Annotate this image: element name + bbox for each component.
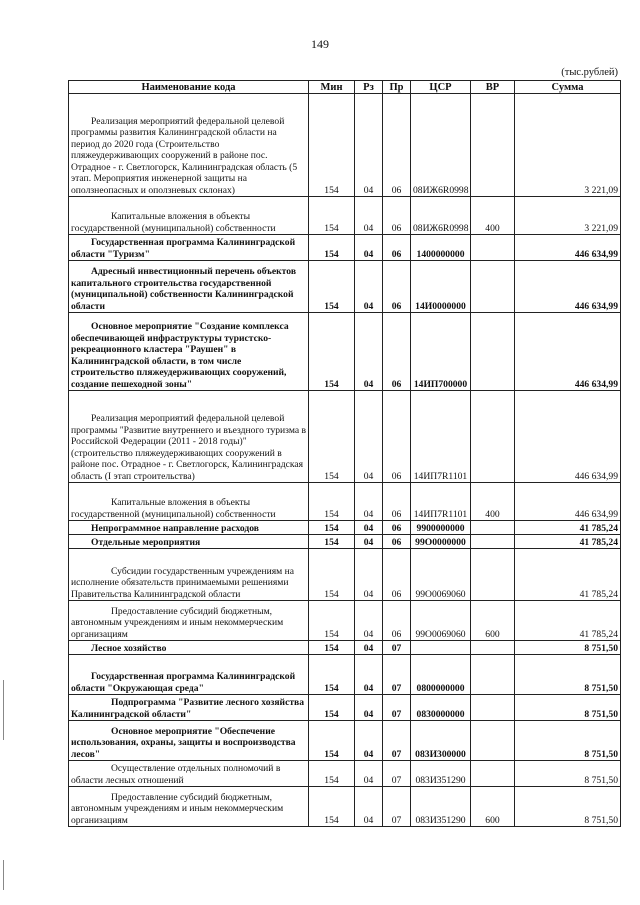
row-rz: 04 [355, 521, 383, 535]
row-rz: 04 [355, 235, 383, 261]
page-number: 149 [311, 37, 329, 51]
row-name: Капитальные вложения в объекты государственной (муниципальной) собственности [69, 483, 309, 521]
table-row [69, 197, 621, 235]
row-rz: 04 [355, 761, 383, 787]
row-vr [471, 549, 515, 601]
row-pr: 06 [383, 391, 411, 483]
header-min: Мин [309, 81, 355, 94]
row-vr [471, 235, 515, 261]
row-pr: 06 [383, 235, 411, 261]
row-name: Основное мероприятие "Создание комплекса обеспечивающей инфраструктуры туристско-рекреационного кластера "Раушен" в Калининградской области, в том числе строительство пляжеудерживающих сооружений, создание пешеходной зоны" [69, 313, 309, 391]
row-sum: 8 751,50 [515, 787, 621, 827]
row-csr: 14И0000000 [411, 261, 471, 313]
row-vr [471, 391, 515, 483]
header-pr: Пр [383, 81, 411, 94]
row-min: 154 [309, 391, 355, 483]
row-rz: 04 [355, 197, 383, 235]
row-sum: 41 785,24 [515, 521, 621, 535]
row-csr: 0830000000 [411, 695, 471, 721]
row-name: Предоставление субсидий бюджетным, автономным учреждениям и иным некоммерческим организациям [69, 601, 309, 641]
table-row [69, 787, 621, 827]
row-name: Отдельные мероприятия [69, 535, 309, 549]
row-min: 154 [309, 655, 355, 695]
row-sum: 41 785,24 [515, 549, 621, 601]
row-csr: 14ИП700000 [411, 313, 471, 391]
row-sum: 446 634,99 [515, 391, 621, 483]
row-sum: 446 634,99 [515, 261, 621, 313]
table-row [69, 483, 621, 521]
row-csr: 08ИЖ6R0998 [411, 94, 471, 197]
row-min: 154 [309, 261, 355, 313]
row-csr: 083И351290 [411, 761, 471, 787]
row-csr: 08ИЖ6R0998 [411, 197, 471, 235]
row-sum: 8 751,50 [515, 721, 621, 761]
row-rz: 04 [355, 601, 383, 641]
margin-mark [3, 860, 4, 890]
row-name: Субсидии государственным учреждениям на исполнение обязательств принимаемыми решениями Правительства Калининградской области [69, 549, 309, 601]
row-min: 154 [309, 787, 355, 827]
row-pr: 07 [383, 655, 411, 695]
row-min: 154 [309, 313, 355, 391]
row-csr: 0800000000 [411, 655, 471, 695]
row-vr: 600 [471, 601, 515, 641]
row-pr: 06 [383, 483, 411, 521]
row-sum: 8 751,50 [515, 695, 621, 721]
row-pr: 06 [383, 261, 411, 313]
row-min: 154 [309, 549, 355, 601]
header-sum: Сумма [515, 81, 621, 94]
row-pr: 06 [383, 549, 411, 601]
row-min: 154 [309, 601, 355, 641]
row-csr: 14ИП7R1101 [411, 391, 471, 483]
row-name: Лесное хозяйство [69, 641, 309, 655]
table-row [69, 391, 621, 483]
row-min: 154 [309, 483, 355, 521]
row-name: Подпрограмма "Развитие лесного хозяйства Калининградской области" [69, 695, 309, 721]
margin-mark [3, 680, 4, 740]
row-min: 154 [309, 695, 355, 721]
row-rz: 04 [355, 391, 383, 483]
row-vr [471, 641, 515, 655]
row-min: 154 [309, 721, 355, 761]
row-min: 154 [309, 235, 355, 261]
row-min: 154 [309, 197, 355, 235]
row-vr [471, 721, 515, 761]
row-vr [471, 761, 515, 787]
row-name: Осуществление отдельных полномочий в области лесных отношений [69, 761, 309, 787]
table-row [69, 721, 621, 761]
row-pr: 06 [383, 197, 411, 235]
row-rz: 04 [355, 655, 383, 695]
row-vr [471, 535, 515, 549]
row-vr [471, 94, 515, 197]
row-rz: 04 [355, 313, 383, 391]
row-sum: 41 785,24 [515, 535, 621, 549]
row-min: 154 [309, 761, 355, 787]
table-header-row [69, 81, 621, 94]
row-pr: 06 [383, 521, 411, 535]
row-pr: 07 [383, 787, 411, 827]
row-vr [471, 313, 515, 391]
row-rz: 04 [355, 94, 383, 197]
row-vr: 400 [471, 483, 515, 521]
row-csr: 083И351290 [411, 787, 471, 827]
row-name: Реализация мероприятий федеральной целевой программы "Развитие внутреннего и въездного туризма в Российской Федерации (2011 - 2018 годы)" (строительство пляжеудерживающих сооружений в районе пос. Отрадное - г. Светлогорск, Калининградская область (I этап строительства) [69, 391, 309, 483]
row-sum: 41 785,24 [515, 601, 621, 641]
header-csr: ЦСР [411, 81, 471, 94]
table-row [69, 521, 621, 535]
row-csr: 9900000000 [411, 521, 471, 535]
row-name: Предоставление субсидий бюджетным, автономным учреждениям и иным некоммерческим организациям [69, 787, 309, 827]
units-label: (тыс.рублей) [561, 67, 618, 78]
table-row [69, 641, 621, 655]
row-rz: 04 [355, 787, 383, 827]
row-csr [411, 641, 471, 655]
header-name: Наименование кода [69, 81, 309, 94]
table-row [69, 601, 621, 641]
row-csr: 14ИП7R1101 [411, 483, 471, 521]
table-row [69, 655, 621, 695]
row-rz: 04 [355, 535, 383, 549]
row-pr: 06 [383, 601, 411, 641]
table-row [69, 761, 621, 787]
row-min: 154 [309, 521, 355, 535]
row-pr: 07 [383, 761, 411, 787]
header-rz: Рз [355, 81, 383, 94]
row-vr [471, 655, 515, 695]
row-name: Непрограммное направление расходов [69, 521, 309, 535]
table-row [69, 94, 621, 197]
row-csr: 99О0069060 [411, 549, 471, 601]
row-vr: 400 [471, 197, 515, 235]
row-name: Адресный инвестиционный перечень объектов капитального строительства государственной (муниципальной) собственности Калининградской области [69, 261, 309, 313]
table-row [69, 261, 621, 313]
row-pr: 07 [383, 695, 411, 721]
row-sum: 8 751,50 [515, 641, 621, 655]
row-sum: 446 634,99 [515, 313, 621, 391]
row-rz: 04 [355, 483, 383, 521]
row-name: Капитальные вложения в объекты государственной (муниципальной) собственности [69, 197, 309, 235]
row-rz: 04 [355, 695, 383, 721]
table-row [69, 313, 621, 391]
table-row [69, 549, 621, 601]
row-rz: 04 [355, 549, 383, 601]
row-min: 154 [309, 641, 355, 655]
row-sum: 446 634,99 [515, 483, 621, 521]
row-csr: 99О0069060 [411, 601, 471, 641]
row-sum: 8 751,50 [515, 761, 621, 787]
row-vr [471, 521, 515, 535]
row-vr: 600 [471, 787, 515, 827]
row-rz: 04 [355, 641, 383, 655]
row-min: 154 [309, 94, 355, 197]
budget-table [68, 80, 621, 827]
row-pr: 06 [383, 535, 411, 549]
row-sum: 446 634,99 [515, 235, 621, 261]
row-pr: 07 [383, 721, 411, 761]
row-name: Государственная программа Калининградской области "Туризм" [69, 235, 309, 261]
row-min: 154 [309, 535, 355, 549]
row-csr: 083И300000 [411, 721, 471, 761]
row-rz: 04 [355, 721, 383, 761]
row-pr: 06 [383, 313, 411, 391]
row-name: Основное мероприятие "Обеспечение использования, охраны, защиты и воспроизводства лесов" [69, 721, 309, 761]
row-rz: 04 [355, 261, 383, 313]
row-vr [471, 695, 515, 721]
table-row [69, 235, 621, 261]
row-csr: 99О0000000 [411, 535, 471, 549]
row-pr: 06 [383, 94, 411, 197]
row-pr: 07 [383, 641, 411, 655]
row-sum: 3 221,09 [515, 94, 621, 197]
row-name: Государственная программа Калининградской области "Окружающая среда" [69, 655, 309, 695]
table-row [69, 695, 621, 721]
row-sum: 8 751,50 [515, 655, 621, 695]
row-csr: 1400000000 [411, 235, 471, 261]
row-sum: 3 221,09 [515, 197, 621, 235]
header-vr: ВР [471, 81, 515, 94]
row-name: Реализация мероприятий федеральной целевой программы развития Калининградской области на период до 2020 года (Строительство пляжеудерживающих сооружений в районе пос. Отрадное - г. Светлогорск, Калининградская область (5 этап. Мероприятия инженерной защиты на оползнеопасных и оползневых склонах) [69, 94, 309, 197]
table-row [69, 535, 621, 549]
row-vr [471, 261, 515, 313]
